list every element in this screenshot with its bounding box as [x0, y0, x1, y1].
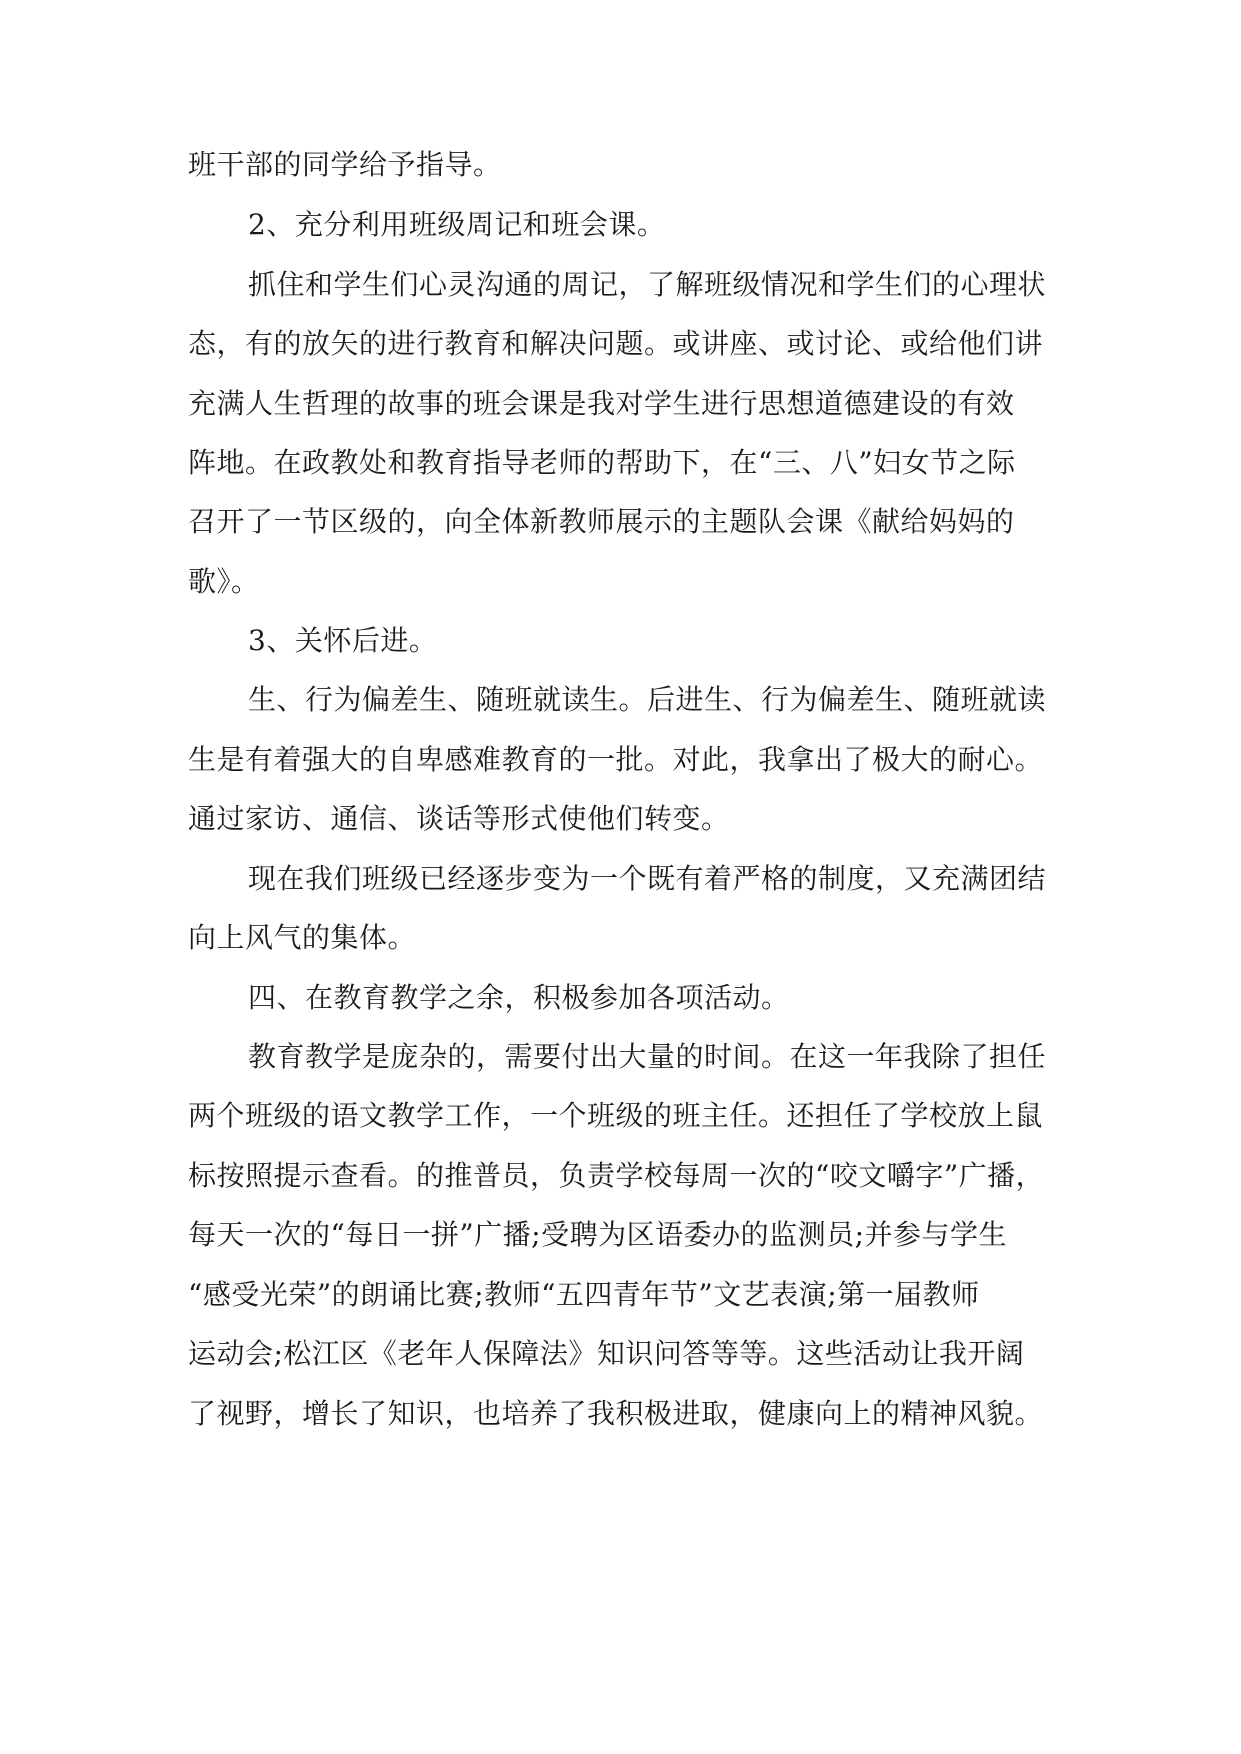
text-line: 每天一次的“每日一拼”广播;受聘为区语委办的监测员;并参与学生: [188, 1218, 1007, 1251]
text-line: 充满人生哲理的故事的班会课是我对学生进行思想道德建设的有效: [188, 387, 1015, 420]
text-line: 教育教学是庞杂的，需要付出大量的时间。在这一年我除了担任: [248, 1040, 1047, 1073]
text-line: 通过家访、通信、谈话等形式使他们转变。: [188, 802, 730, 835]
text-line: 态，有的放矢的进行教育和解决问题。或讲座、或讨论、或给他们讲: [188, 327, 1044, 360]
section-heading: 2、充分利用班级周记和班会课。: [248, 208, 666, 241]
text-line: 召开了一节区级的，向全体新教师展示的主题队会课《献给妈妈的: [188, 505, 1015, 538]
text-line: 抓住和学生们心灵沟通的周记，了解班级情况和学生们的心理状: [248, 268, 1047, 301]
text-line: 现在我们班级已经逐步变为一个既有着严格的制度，又充满团结: [248, 862, 1047, 895]
text-line: 班干部的同学给予指导。: [188, 148, 502, 181]
section-heading: 四、在教育教学之余，积极参加各项活动。: [248, 981, 790, 1014]
text-line: 生是有着强大的自卑感难教育的一批。对此，我拿出了极大的耐心。: [188, 743, 1044, 776]
section-heading: 3、关怀后进。: [248, 624, 438, 657]
text-line: 向上风气的集体。: [188, 921, 417, 954]
text-line: 标按照提示查看。的推普员，负责学校每周一次的“咬文嚼字”广播，: [188, 1159, 1045, 1192]
text-line: 阵地。在政教处和教育指导老师的帮助下，在“三、八”妇女节之际: [188, 446, 1016, 479]
text-line: 两个班级的语文教学工作，一个班级的班主任。还担任了学校放上鼠: [188, 1099, 1044, 1132]
text-line: 了视野，增长了知识，也培养了我积极进取，健康向上的精神风貌。: [188, 1397, 1044, 1430]
text-line: “感受光荣”的朗诵比赛;教师“五四青年节”文艺表演;第一届教师: [188, 1278, 980, 1311]
text-line: 歌》。: [188, 565, 260, 598]
text-line: 生、行为偏差生、随班就读生。后进生、行为偏差生、随班就读: [248, 683, 1047, 716]
text-line: 运动会;松江区《老年人保障法》知识问答等等。这些活动让我开阔: [188, 1337, 1025, 1370]
